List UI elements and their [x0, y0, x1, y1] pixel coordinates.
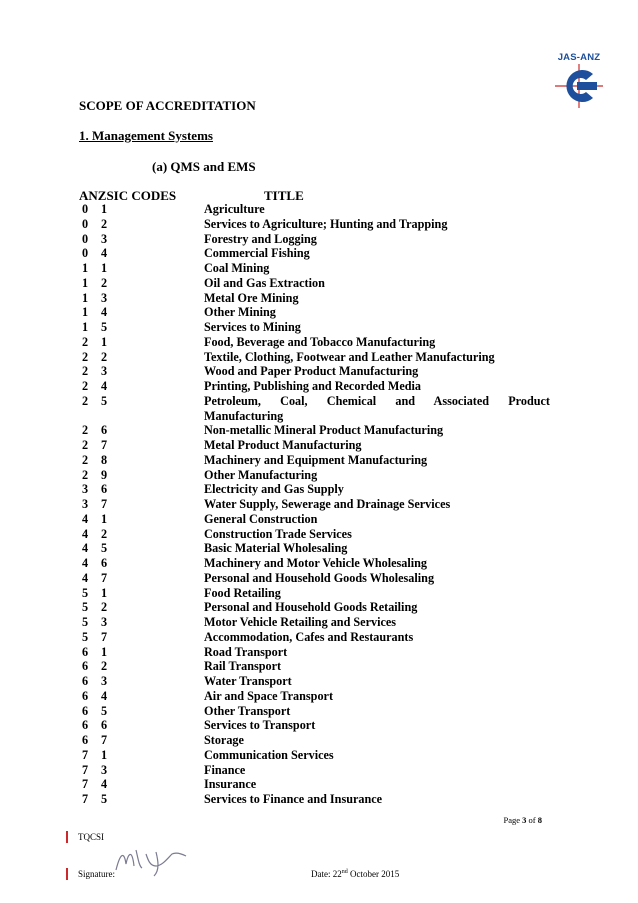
anzsic-subdivision-digit: 2	[101, 275, 108, 290]
table-row	[0, 571, 638, 586]
page-title: SCOPE OF ACCREDITATION	[79, 98, 256, 113]
anzsic-subdivision-digit: 1	[101, 334, 108, 349]
anzsic-title: Water Supply, Sewerage and Drainage Services	[204, 497, 451, 511]
anzsic-title: Personal and Household Goods Retailing	[204, 600, 418, 615]
anzsic-subdivision-digit: 5	[101, 320, 108, 334]
anzsic-title: Metal Product Manufacturing	[204, 438, 362, 452]
anzsic-title: Insurance	[204, 777, 257, 792]
anzsic-division-digit: 4	[82, 556, 89, 570]
table-row	[0, 792, 638, 807]
anzsic-subdivision-digit: 4	[101, 305, 108, 320]
anzsic-title: Agriculture	[204, 202, 265, 216]
anzsic-title: Services to Finance and Insurance	[204, 792, 383, 806]
anzsic-title: Construction Trade Services	[204, 526, 352, 541]
anzsic-subdivision-digit: 7	[101, 438, 108, 452]
table-row	[0, 512, 638, 527]
anzsic-division-digit: 0	[82, 246, 89, 261]
anzsic-division-digit: 4	[82, 511, 89, 526]
anzsic-title: Communication Services	[204, 747, 334, 762]
anzsic-subdivision-digit: 6	[101, 423, 108, 438]
section-heading: 1. Management Systems	[79, 128, 213, 143]
anzsic-subdivision-digit: 7	[101, 629, 108, 644]
table-row	[0, 364, 638, 379]
table-row	[0, 674, 638, 689]
anzsic-title: Basic Material Wholesaling	[204, 541, 348, 556]
anzsic-title: Textile, Clothing, Footwear and Leather Manufacturing	[204, 349, 495, 364]
table-row	[0, 541, 638, 556]
anzsic-division-digit: 0	[82, 202, 89, 216]
anzsic-title: Oil and Gas Extraction	[204, 275, 325, 290]
anzsic-division-digit: 4	[82, 526, 89, 541]
anzsic-division-digit: 6	[82, 733, 89, 747]
anzsic-subdivision-digit: 5	[101, 792, 108, 806]
anzsic-subdivision-digit: 2	[101, 659, 108, 674]
anzsic-code-table	[0, 202, 638, 807]
anzsic-subdivision-digit: 2	[101, 349, 108, 364]
column-header-title: TITLE	[264, 188, 304, 203]
anzsic-division-digit: 1	[82, 290, 89, 305]
anzsic-division-digit: 5	[82, 629, 89, 644]
table-row	[0, 689, 638, 704]
anzsic-division-digit: 0	[82, 231, 89, 246]
anzsic-title: Water Transport	[204, 674, 292, 688]
anzsic-division-digit: 1	[82, 275, 89, 290]
anzsic-subdivision-digit: 5	[101, 541, 108, 556]
anzsic-title: Personal and Household Goods Wholesaling	[204, 570, 435, 585]
anzsic-subdivision-digit: 1	[101, 644, 108, 659]
anzsic-division-digit: 2	[82, 438, 89, 452]
table-row	[0, 763, 638, 778]
anzsic-title: Other Manufacturing	[204, 467, 318, 482]
anzsic-subdivision-digit: 6	[101, 482, 108, 497]
anzsic-subdivision-digit: 5	[101, 393, 108, 408]
anzsic-division-digit: 2	[82, 334, 89, 349]
anzsic-subdivision-digit: 3	[101, 762, 108, 777]
column-header-codes: ANZSIC CODES	[79, 188, 177, 203]
table-row	[0, 630, 638, 645]
anzsic-division-digit: 1	[82, 320, 89, 334]
anzsic-title: Non-metallic Mineral Product Manufacturing	[204, 423, 444, 438]
anzsic-title: Services to Transport	[204, 718, 316, 733]
anzsic-division-digit: 5	[82, 585, 89, 600]
anzsic-division-digit: 4	[82, 541, 89, 556]
table-row	[0, 615, 638, 630]
anzsic-subdivision-digit: 7	[101, 497, 108, 511]
anzsic-division-digit: 2	[82, 452, 89, 467]
anzsic-title: Machinery and Motor Vehicle Wholesaling	[204, 556, 427, 570]
anzsic-subdivision-digit: 1	[101, 511, 108, 526]
page-number: Page 3 of 8	[503, 815, 542, 825]
table-row	[0, 718, 638, 733]
anzsic-division-digit: 3	[82, 482, 89, 497]
table-row	[0, 659, 638, 674]
document-id: TQCSI	[78, 832, 105, 842]
anzsic-title: Food Retailing	[204, 585, 281, 600]
anzsic-subdivision-digit: 9	[101, 467, 108, 482]
anzsic-title: Services to Mining	[204, 320, 301, 334]
anzsic-division-digit: 2	[82, 379, 89, 393]
anzsic-title: Forestry and Logging	[204, 231, 317, 246]
table-row	[0, 527, 638, 542]
page-total: 8	[537, 815, 542, 825]
table-row	[0, 261, 638, 276]
table-row	[0, 586, 638, 601]
table-row	[0, 246, 638, 261]
anzsic-title: Other Transport	[204, 703, 291, 718]
anzsic-subdivision-digit: 6	[101, 556, 108, 570]
anzsic-subdivision-digit: 1	[101, 747, 108, 762]
table-row	[0, 438, 638, 453]
table-row	[0, 232, 638, 247]
anzsic-title: Wood and Paper Product Manufacturing	[204, 364, 419, 379]
anzsic-subdivision-digit: 3	[101, 364, 108, 379]
anzsic-subdivision-digit: 2	[101, 526, 108, 541]
anzsic-subdivision-digit: 2	[101, 216, 108, 231]
anzsic-division-digit: 2	[82, 349, 89, 364]
anzsic-title: Printing, Publishing and Recorded Media	[204, 379, 422, 393]
anzsic-title: Coal Mining	[204, 261, 270, 275]
anzsic-subdivision-digit: 1	[101, 261, 108, 275]
anzsic-division-digit: 3	[82, 497, 89, 511]
anzsic-subdivision-digit: 3	[101, 615, 108, 629]
table-row	[0, 217, 638, 232]
anzsic-division-digit: 2	[82, 467, 89, 482]
page-current: 3	[522, 815, 527, 825]
anzsic-title: Road Transport	[204, 644, 288, 659]
anzsic-subdivision-digit: 3	[101, 231, 108, 246]
anzsic-title: Machinery and Equipment Manufacturing	[204, 452, 428, 467]
table-row	[0, 468, 638, 483]
table-row	[0, 276, 638, 291]
table-row	[0, 291, 638, 306]
anzsic-title: Motor Vehicle Retailing and Services	[204, 615, 397, 629]
anzsic-division-digit: 2	[82, 423, 89, 438]
anzsic-division-digit: 6	[82, 659, 89, 674]
signature-date: Date: 22nd October 2015	[311, 869, 400, 879]
anzsic-division-digit: 7	[82, 762, 89, 777]
anzsic-title: General Construction	[204, 511, 318, 526]
table-row	[0, 497, 638, 512]
footer-divider	[66, 868, 68, 880]
anzsic-subdivision-digit: 4	[101, 777, 108, 792]
anzsic-title: Accommodation, Cafes and Restaurants	[204, 629, 414, 644]
anzsic-title: Petroleum, Coal, Chemical and Associated Product Manufacturing	[204, 393, 550, 423]
table-row	[0, 645, 638, 660]
anzsic-division-digit: 7	[82, 792, 89, 806]
table-row	[0, 733, 638, 748]
logo-emblem-icon	[555, 64, 603, 108]
table-row	[0, 320, 638, 335]
anzsic-division-digit: 6	[82, 644, 89, 659]
logo-text: JAS-ANZ	[557, 52, 601, 63]
anzsic-subdivision-digit: 4	[101, 246, 108, 261]
anzsic-title: Food, Beverage and Tobacco Manufacturing	[204, 334, 436, 349]
anzsic-title: Other Mining	[204, 305, 276, 320]
anzsic-division-digit: 2	[82, 393, 89, 408]
anzsic-division-digit: 4	[82, 570, 89, 585]
table-row	[0, 748, 638, 763]
anzsic-division-digit: 0	[82, 216, 89, 231]
table-row	[0, 704, 638, 719]
anzsic-division-digit: 6	[82, 703, 89, 718]
anzsic-division-digit: 6	[82, 674, 89, 688]
anzsic-subdivision-digit: 2	[101, 600, 108, 615]
anzsic-subdivision-digit: 6	[101, 718, 108, 733]
anzsic-division-digit: 5	[82, 600, 89, 615]
table-row	[0, 777, 638, 792]
anzsic-title: Electricity and Gas Supply	[204, 482, 344, 497]
anzsic-title: Air and Space Transport	[204, 688, 334, 703]
anzsic-subdivision-digit: 4	[101, 379, 108, 393]
table-row	[0, 350, 638, 365]
anzsic-subdivision-digit: 5	[101, 703, 108, 718]
table-row	[0, 202, 638, 217]
anzsic-division-digit: 7	[82, 747, 89, 762]
anzsic-title: Storage	[204, 733, 244, 747]
anzsic-subdivision-digit: 7	[101, 570, 108, 585]
subsection-heading: (a) QMS and EMS	[152, 159, 256, 174]
anzsic-title: Finance	[204, 762, 246, 777]
anzsic-subdivision-digit: 7	[101, 733, 108, 747]
jas-anz-logo	[553, 52, 605, 108]
anzsic-division-digit: 1	[82, 305, 89, 320]
table-row	[0, 482, 638, 497]
anzsic-division-digit: 6	[82, 718, 89, 733]
footer-divider	[66, 831, 68, 843]
anzsic-title: Rail Transport	[204, 659, 282, 674]
table-row	[0, 379, 638, 394]
anzsic-subdivision-digit: 3	[101, 290, 108, 305]
anzsic-division-digit: 2	[82, 364, 89, 379]
anzsic-subdivision-digit: 1	[101, 202, 108, 216]
table-row	[0, 335, 638, 350]
table-row	[0, 453, 638, 468]
anzsic-title: Services to Agriculture; Hunting and Trapping	[204, 216, 448, 231]
anzsic-title: Commercial Fishing	[204, 246, 310, 261]
anzsic-division-digit: 1	[82, 261, 89, 275]
anzsic-division-digit: 7	[82, 777, 89, 792]
anzsic-subdivision-digit: 4	[101, 688, 108, 703]
table-row	[0, 305, 638, 320]
table-row	[0, 394, 638, 424]
anzsic-division-digit: 6	[82, 688, 89, 703]
anzsic-division-digit: 5	[82, 615, 89, 629]
signature-label: Signature:	[78, 869, 115, 879]
anzsic-title: Metal Ore Mining	[204, 290, 299, 305]
handwritten-signature	[112, 844, 192, 878]
anzsic-subdivision-digit: 3	[101, 674, 108, 688]
table-row	[0, 423, 638, 438]
anzsic-subdivision-digit: 1	[101, 585, 108, 600]
table-row	[0, 556, 638, 571]
anzsic-subdivision-digit: 8	[101, 452, 108, 467]
table-row	[0, 600, 638, 615]
